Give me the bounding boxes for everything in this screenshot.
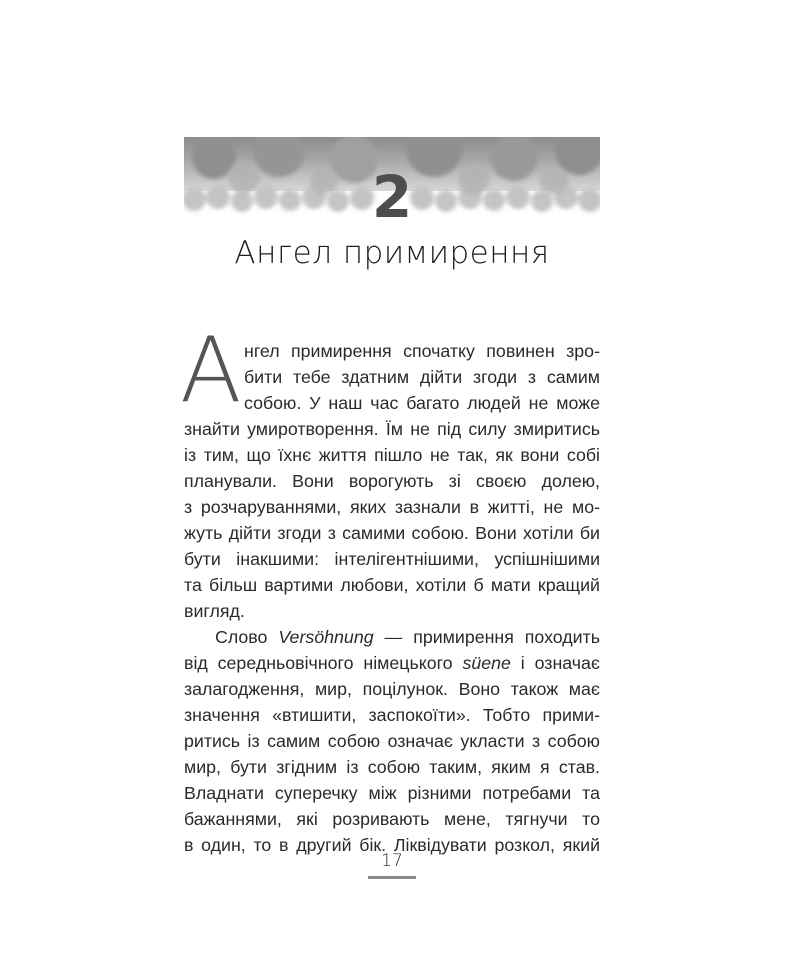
body-line: бажаннями, які розривають мене, тягнучи то [184,809,600,829]
text-run: Слово [215,627,279,647]
body-line: та більш вартими любови, хотіли б мати кращий [184,575,600,595]
body-line: мир, бути згідним із собою таким, яким я став. [184,757,600,777]
chapter-title: Ангел примирення [234,235,550,271]
body-line: Владнати суперечку між різними потребами та [184,783,600,803]
body-line: значення «втишити, заспокоїти». Тобто прими- [184,705,600,725]
body-line: бути інакшими: інтелігентнішими, успішнішими [184,549,600,569]
body-line: в один, то в другий бік. Ліквідувати розкол, який [184,835,600,855]
italic-term-versohnung: Versöhnung [278,627,374,647]
body-line: вигляд. [184,601,245,621]
paragraph-two-first-line [184,624,600,650]
paragraph-two-second-line [184,650,600,676]
body-line: нгел примирення спочатку повинен зро- [244,341,600,361]
page-number: 17 [381,851,403,871]
body-line: ритись із самим собою означає укласти з собою [184,731,600,751]
text-run: — примирення походить [373,627,600,647]
body-line: жуть дійти згоди з самими собою. Вони хотіли би [184,523,600,543]
text-run: від середньовічного німецького [184,653,463,673]
italic-term-suene: süene [462,653,511,673]
body-line: знайти умиротворення. Їм не під силу змиритись [184,419,600,439]
drop-cap: А [180,318,242,423]
body-line: залагодження, мир, поцілунок. Воно також має [184,679,600,699]
body-line: собою. У наш час багато людей не може [244,393,600,413]
body-line: планували. Вони ворогують зі своєю долею, [184,471,600,491]
chapter-number: 2 [371,163,413,231]
text-run: і означає [510,653,600,673]
page-number-rule [368,876,416,879]
body-line: з розчаруваннями, яких зазнали в житті, не мо- [184,497,600,517]
body-line: бити тебе здатним дійти згоди з самим [244,367,600,387]
body-line: із тим, що їхнє життя пішло не так, як вони собі [184,445,600,465]
